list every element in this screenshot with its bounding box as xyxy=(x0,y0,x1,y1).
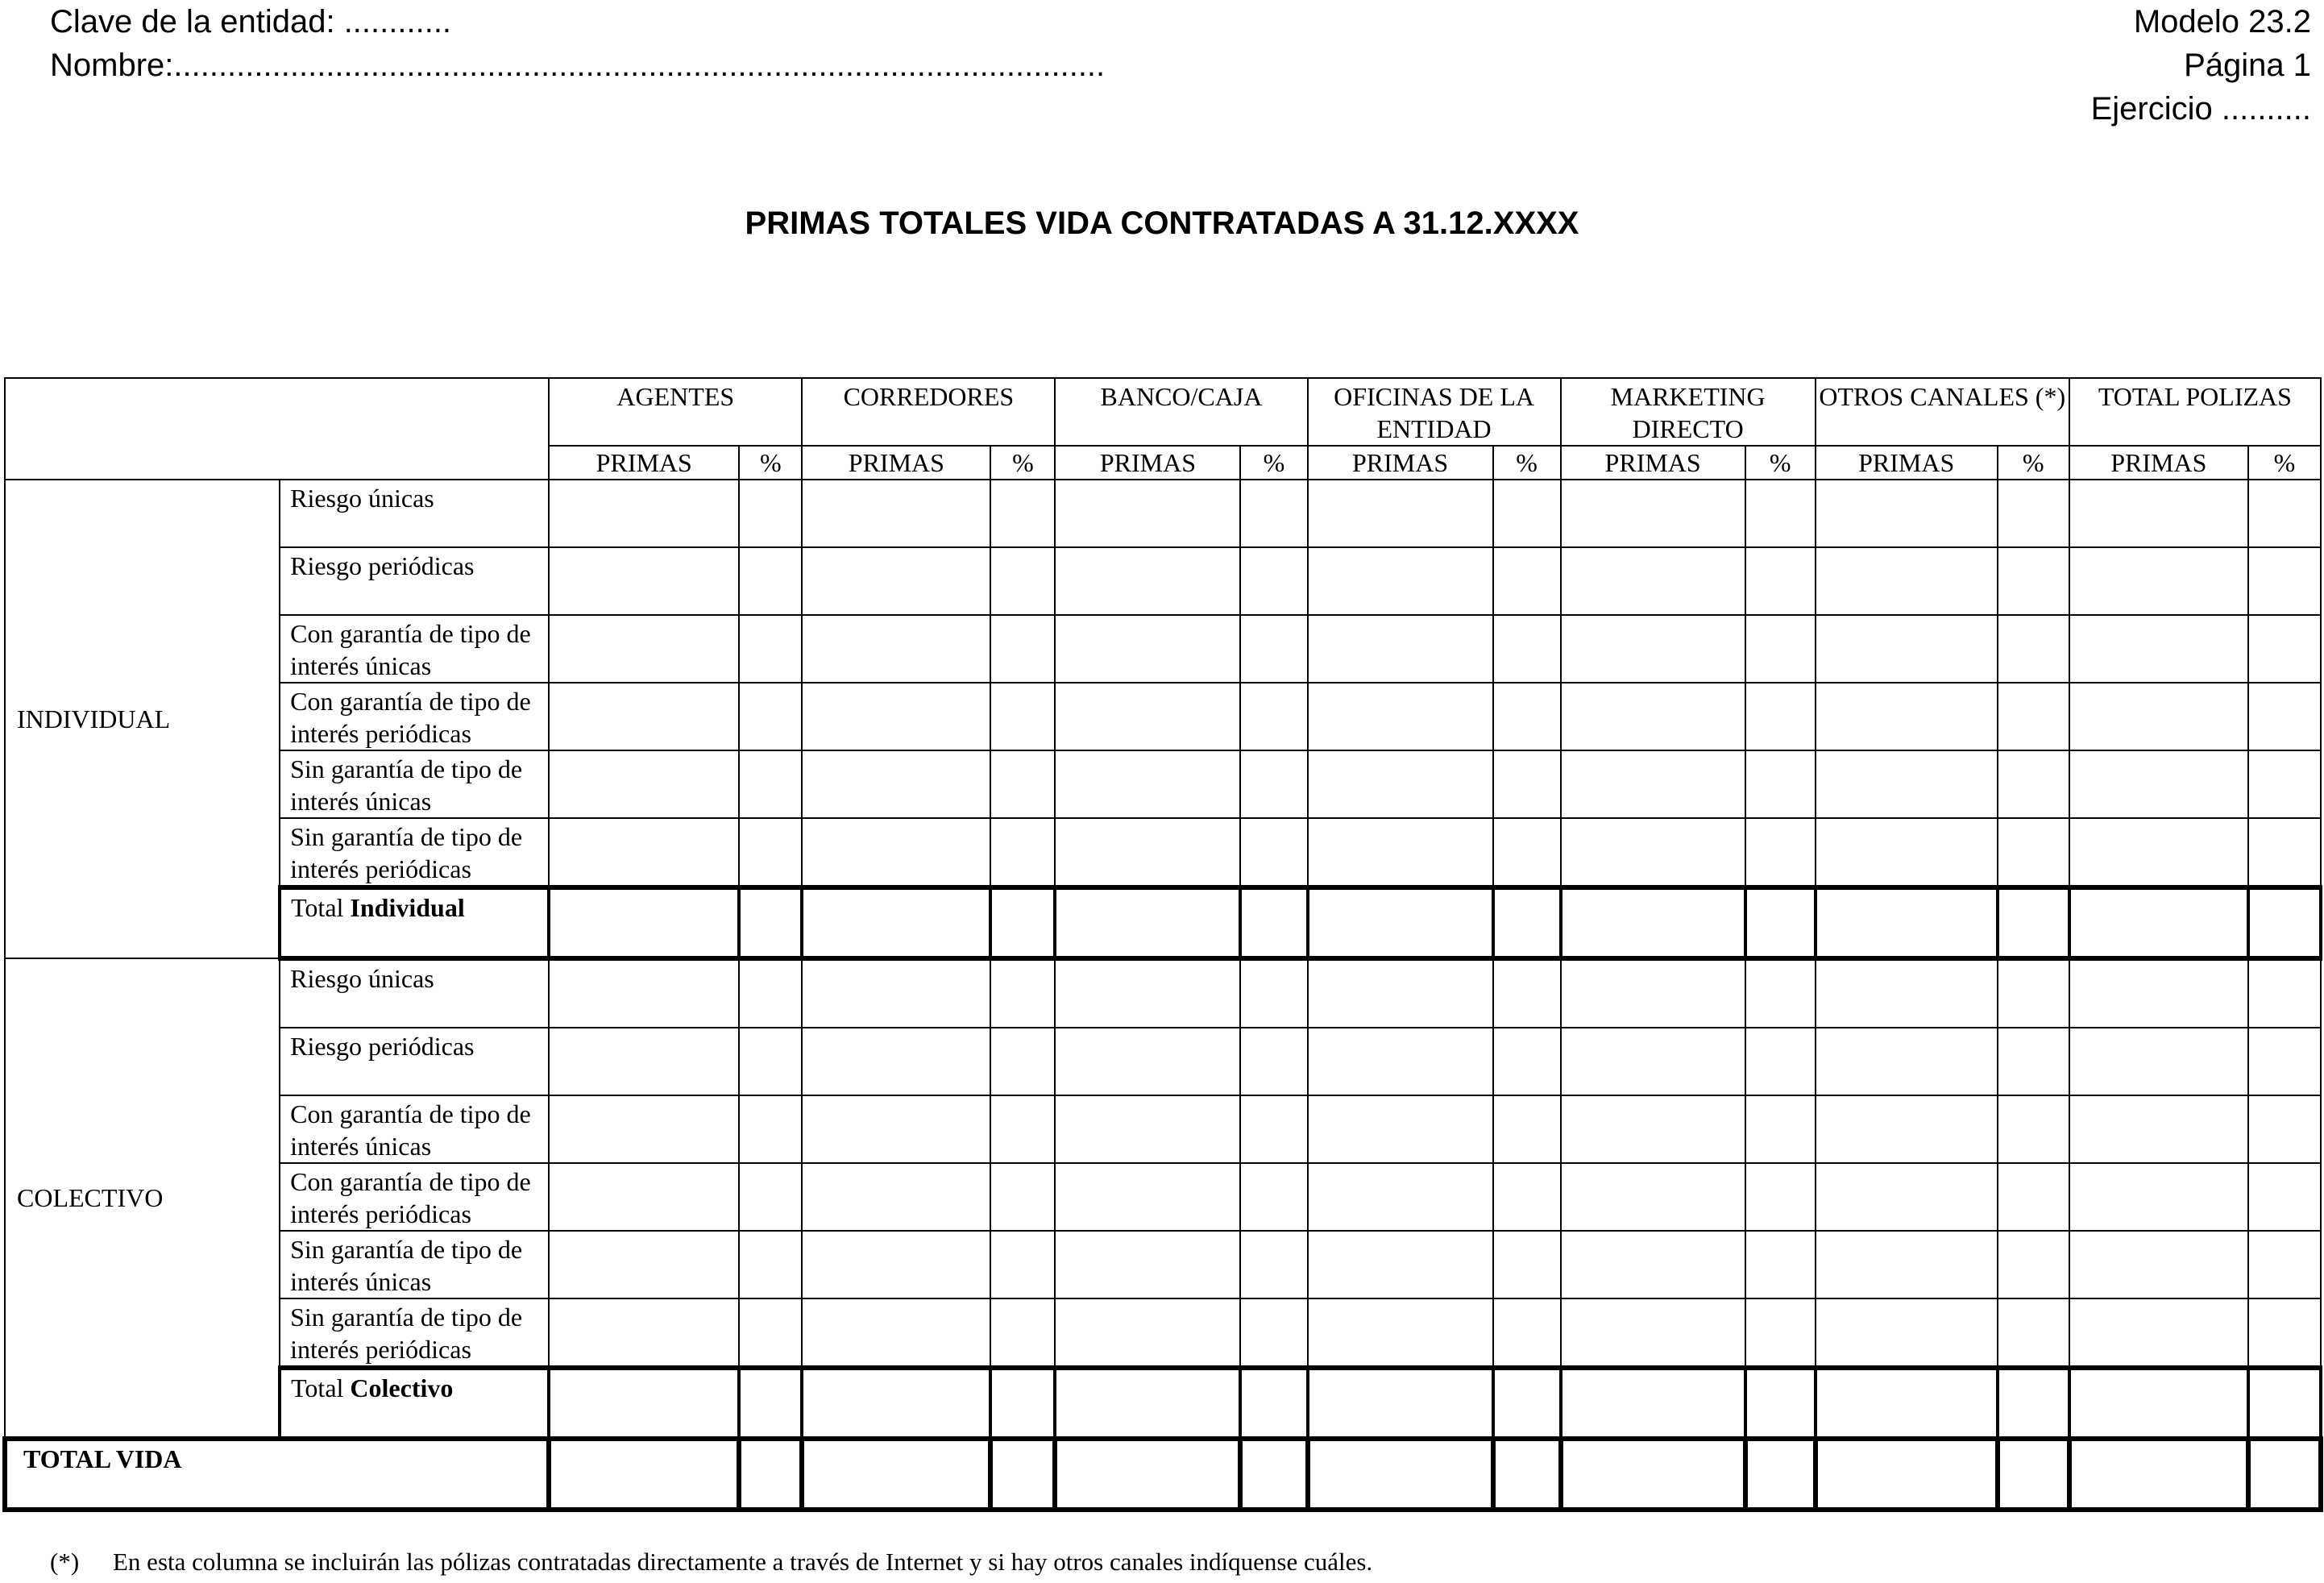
total-percent-cell[interactable] xyxy=(2248,1439,2321,1510)
primas-input-cell[interactable] xyxy=(1308,1163,1493,1231)
group-total-label xyxy=(280,887,549,958)
primas-input-cell[interactable] xyxy=(802,615,990,683)
total-prefix: Total xyxy=(291,893,344,922)
percent-input-cell[interactable] xyxy=(990,1095,1055,1163)
primas-input-cell[interactable] xyxy=(802,750,990,818)
primas-input-cell[interactable] xyxy=(1055,958,1240,1028)
primas-input-cell[interactable] xyxy=(1308,958,1493,1028)
percent-input-cell[interactable] xyxy=(1493,1231,1561,1298)
primas-input-cell[interactable] xyxy=(1816,615,1998,683)
percent-input-cell[interactable] xyxy=(1998,1095,2069,1163)
primas-input-cell[interactable] xyxy=(1561,683,1745,750)
percent-input-cell[interactable] xyxy=(2248,750,2321,818)
row-label: Sin garantía de tipo de interés únicas xyxy=(280,1231,549,1298)
total-percent-cell[interactable] xyxy=(1240,1368,1307,1439)
percent-input-cell[interactable] xyxy=(739,750,802,818)
total-percent-cell[interactable] xyxy=(739,1439,802,1510)
total-vida-label: TOTAL VIDA xyxy=(5,1439,549,1510)
percent-input-cell[interactable] xyxy=(739,1095,802,1163)
percent-input-cell[interactable] xyxy=(1998,683,2069,750)
primas-subheader: PRIMAS xyxy=(1308,446,1493,480)
entity-code-label: Clave de la entidad: ............ xyxy=(50,4,452,39)
percent-input-cell[interactable] xyxy=(739,958,802,1028)
percent-input-cell[interactable] xyxy=(739,547,802,615)
primas-input-cell[interactable] xyxy=(1308,1028,1493,1095)
percent-input-cell[interactable] xyxy=(1745,1163,1816,1231)
primas-input-cell[interactable] xyxy=(1561,480,1745,547)
primas-input-cell[interactable] xyxy=(549,1163,739,1231)
primas-input-cell[interactable] xyxy=(2069,1163,2248,1231)
percent-input-cell[interactable] xyxy=(1745,480,1816,547)
percent-input-cell[interactable] xyxy=(1998,818,2069,887)
primas-input-cell[interactable] xyxy=(1055,1298,1240,1368)
percent-input-cell[interactable] xyxy=(1745,750,1816,818)
percent-input-cell[interactable] xyxy=(1240,1231,1307,1298)
primas-input-cell[interactable] xyxy=(2069,1028,2248,1095)
percent-input-cell[interactable] xyxy=(990,1231,1055,1298)
total-percent-cell[interactable] xyxy=(990,1368,1055,1439)
percent-input-cell[interactable] xyxy=(990,547,1055,615)
primas-input-cell[interactable] xyxy=(1308,1095,1493,1163)
primas-input-cell[interactable] xyxy=(1055,1095,1240,1163)
total-percent-cell[interactable] xyxy=(1240,1439,1307,1510)
total-primas-cell[interactable] xyxy=(1561,1439,1745,1510)
group-label: INDIVIDUAL xyxy=(5,480,280,958)
percent-input-cell[interactable] xyxy=(739,1028,802,1095)
primas-input-cell[interactable] xyxy=(2069,1298,2248,1368)
row-label: Riesgo únicas xyxy=(280,480,549,547)
primas-input-cell[interactable] xyxy=(1055,683,1240,750)
primas-input-cell[interactable] xyxy=(549,615,739,683)
premiums-table xyxy=(2,377,2323,1512)
total-group-name: Colectivo xyxy=(350,1373,454,1402)
channel-header: OTROS CANALES (*) xyxy=(1816,378,2069,446)
primas-input-cell[interactable] xyxy=(549,1231,739,1298)
primas-input-cell[interactable] xyxy=(802,683,990,750)
primas-input-cell[interactable] xyxy=(1055,1231,1240,1298)
percent-input-cell[interactable] xyxy=(1998,750,2069,818)
total-primas-cell[interactable] xyxy=(1055,1439,1240,1510)
page-number: Página 1 xyxy=(2184,48,2311,83)
total-percent-cell[interactable] xyxy=(1493,1439,1561,1510)
total-primas-cell[interactable] xyxy=(549,1368,739,1439)
percent-input-cell[interactable] xyxy=(1493,1095,1561,1163)
percent-input-cell[interactable] xyxy=(1493,1298,1561,1368)
primas-input-cell[interactable] xyxy=(1816,818,1998,887)
percent-input-cell[interactable] xyxy=(1240,958,1307,1028)
primas-input-cell[interactable] xyxy=(1816,1298,1998,1368)
primas-input-cell[interactable] xyxy=(2069,480,2248,547)
percent-input-cell[interactable] xyxy=(1240,1163,1307,1231)
percent-subheader: % xyxy=(739,446,802,480)
percent-input-cell[interactable] xyxy=(1745,1231,1816,1298)
primas-input-cell[interactable] xyxy=(2069,683,2248,750)
primas-input-cell[interactable] xyxy=(802,1298,990,1368)
row-label: Riesgo periódicas xyxy=(280,547,549,615)
primas-input-cell[interactable] xyxy=(1308,818,1493,887)
primas-input-cell[interactable] xyxy=(549,1028,739,1095)
primas-input-cell[interactable] xyxy=(549,1095,739,1163)
primas-input-cell[interactable] xyxy=(1561,750,1745,818)
percent-input-cell[interactable] xyxy=(1493,683,1561,750)
percent-input-cell[interactable] xyxy=(739,683,802,750)
percent-input-cell[interactable] xyxy=(990,958,1055,1028)
primas-input-cell[interactable] xyxy=(1816,750,1998,818)
percent-input-cell[interactable] xyxy=(1745,958,1816,1028)
percent-input-cell[interactable] xyxy=(1493,958,1561,1028)
total-percent-cell[interactable] xyxy=(2248,1368,2321,1439)
primas-subheader: PRIMAS xyxy=(802,446,990,480)
primas-input-cell[interactable] xyxy=(1561,615,1745,683)
row-label: Riesgo periódicas xyxy=(280,1028,549,1095)
primas-input-cell[interactable] xyxy=(1816,480,1998,547)
row-label: Sin garantía de tipo de interés periódicas xyxy=(280,818,549,887)
percent-input-cell[interactable] xyxy=(2248,547,2321,615)
primas-input-cell[interactable] xyxy=(549,480,739,547)
form-info xyxy=(2091,0,2311,131)
total-percent-cell[interactable] xyxy=(1998,887,2069,958)
total-prefix: Total xyxy=(291,1373,344,1402)
percent-input-cell[interactable] xyxy=(1240,1028,1307,1095)
primas-input-cell[interactable] xyxy=(549,958,739,1028)
percent-input-cell[interactable] xyxy=(990,480,1055,547)
percent-input-cell[interactable] xyxy=(1240,547,1307,615)
total-primas-cell[interactable] xyxy=(2069,1439,2248,1510)
primas-input-cell[interactable] xyxy=(2069,818,2248,887)
primas-subheader: PRIMAS xyxy=(1055,446,1240,480)
percent-input-cell[interactable] xyxy=(2248,1028,2321,1095)
total-primas-cell[interactable] xyxy=(1308,887,1493,958)
percent-input-cell[interactable] xyxy=(1493,615,1561,683)
row-label: Con garantía de tipo de interés únicas xyxy=(280,615,549,683)
primas-input-cell[interactable] xyxy=(549,683,739,750)
primas-input-cell[interactable] xyxy=(549,750,739,818)
primas-input-cell[interactable] xyxy=(1561,818,1745,887)
total-percent-cell[interactable] xyxy=(1745,1368,1816,1439)
primas-input-cell[interactable] xyxy=(1055,480,1240,547)
footnote-mark: (*) xyxy=(50,1548,80,1576)
percent-input-cell[interactable] xyxy=(1998,480,2069,547)
percent-input-cell[interactable] xyxy=(739,615,802,683)
primas-input-cell[interactable] xyxy=(1055,1163,1240,1231)
total-percent-cell[interactable] xyxy=(990,887,1055,958)
total-primas-cell[interactable] xyxy=(1816,1368,1998,1439)
percent-input-cell[interactable] xyxy=(1745,683,1816,750)
total-primas-cell[interactable] xyxy=(802,1368,990,1439)
channel-header: OFICINAS DE LA ENTIDAD xyxy=(1308,378,1561,446)
total-primas-cell[interactable] xyxy=(549,887,739,958)
percent-input-cell[interactable] xyxy=(2248,1231,2321,1298)
primas-input-cell[interactable] xyxy=(1816,958,1998,1028)
total-percent-cell[interactable] xyxy=(1745,1439,1816,1510)
channel-header: CORREDORES xyxy=(802,378,1055,446)
primas-subheader: PRIMAS xyxy=(2069,446,2248,480)
primas-input-cell[interactable] xyxy=(549,1298,739,1368)
primas-input-cell[interactable] xyxy=(1816,547,1998,615)
total-percent-cell[interactable] xyxy=(1240,887,1307,958)
percent-input-cell[interactable] xyxy=(2248,480,2321,547)
percent-input-cell[interactable] xyxy=(1998,1163,2069,1231)
primas-input-cell[interactable] xyxy=(802,480,990,547)
group-total-label xyxy=(280,1368,549,1439)
percent-input-cell[interactable] xyxy=(990,1028,1055,1095)
total-primas-cell[interactable] xyxy=(2069,1368,2248,1439)
row-label: Sin garantía de tipo de interés periódicas xyxy=(280,1298,549,1368)
total-primas-cell[interactable] xyxy=(1561,1368,1745,1439)
percent-input-cell[interactable] xyxy=(739,818,802,887)
primas-input-cell[interactable] xyxy=(2069,750,2248,818)
percent-input-cell[interactable] xyxy=(2248,1095,2321,1163)
total-primas-cell[interactable] xyxy=(1816,1439,1998,1510)
primas-input-cell[interactable] xyxy=(1308,1231,1493,1298)
percent-input-cell[interactable] xyxy=(990,818,1055,887)
percent-input-cell[interactable] xyxy=(1745,615,1816,683)
primas-input-cell[interactable] xyxy=(1561,1231,1745,1298)
percent-input-cell[interactable] xyxy=(1240,480,1307,547)
percent-input-cell[interactable] xyxy=(739,480,802,547)
total-percent-cell[interactable] xyxy=(1493,887,1561,958)
primas-input-cell[interactable] xyxy=(2069,1231,2248,1298)
percent-input-cell[interactable] xyxy=(1240,818,1307,887)
total-percent-cell[interactable] xyxy=(739,1368,802,1439)
primas-subheader: PRIMAS xyxy=(1561,446,1745,480)
channel-header: MARKETING DIRECTO xyxy=(1561,378,1816,446)
channel-header: TOTAL POLIZAS xyxy=(2069,378,2321,446)
total-percent-cell[interactable] xyxy=(1998,1368,2069,1439)
primas-input-cell[interactable] xyxy=(1055,547,1240,615)
total-percent-cell[interactable] xyxy=(739,887,802,958)
total-percent-cell[interactable] xyxy=(2248,887,2321,958)
model-number: Modelo 23.2 xyxy=(2133,4,2311,39)
primas-input-cell[interactable] xyxy=(1561,547,1745,615)
primas-input-cell[interactable] xyxy=(1055,750,1240,818)
primas-input-cell[interactable] xyxy=(802,1095,990,1163)
percent-input-cell[interactable] xyxy=(990,615,1055,683)
primas-input-cell[interactable] xyxy=(802,547,990,615)
primas-input-cell[interactable] xyxy=(1055,818,1240,887)
percent-input-cell[interactable] xyxy=(1240,615,1307,683)
percent-input-cell[interactable] xyxy=(1998,615,2069,683)
percent-input-cell[interactable] xyxy=(1240,683,1307,750)
total-primas-cell[interactable] xyxy=(2069,887,2248,958)
group-label: COLECTIVO xyxy=(5,958,280,1439)
percent-input-cell[interactable] xyxy=(2248,818,2321,887)
total-primas-cell[interactable] xyxy=(1561,887,1745,958)
percent-input-cell[interactable] xyxy=(1998,1028,2069,1095)
percent-input-cell[interactable] xyxy=(739,1231,802,1298)
percent-subheader: % xyxy=(1745,446,1816,480)
percent-input-cell[interactable] xyxy=(1998,958,2069,1028)
percent-input-cell[interactable] xyxy=(1240,1298,1307,1368)
primas-input-cell[interactable] xyxy=(1308,1298,1493,1368)
primas-input-cell[interactable] xyxy=(2069,615,2248,683)
primas-input-cell[interactable] xyxy=(1308,547,1493,615)
primas-input-cell[interactable] xyxy=(1561,1028,1745,1095)
primas-input-cell[interactable] xyxy=(802,1163,990,1231)
primas-input-cell[interactable] xyxy=(549,547,739,615)
header-corner-cell xyxy=(5,378,549,480)
percent-input-cell[interactable] xyxy=(1240,750,1307,818)
primas-input-cell[interactable] xyxy=(802,958,990,1028)
primas-input-cell[interactable] xyxy=(549,818,739,887)
primas-input-cell[interactable] xyxy=(1816,1028,1998,1095)
total-primas-cell[interactable] xyxy=(1055,887,1240,958)
entity-info xyxy=(50,0,1105,87)
percent-input-cell[interactable] xyxy=(1998,1231,2069,1298)
percent-input-cell[interactable] xyxy=(2248,958,2321,1028)
primas-input-cell[interactable] xyxy=(2069,958,2248,1028)
primas-input-cell[interactable] xyxy=(1816,1163,1998,1231)
total-primas-cell[interactable] xyxy=(1308,1439,1493,1510)
primas-input-cell[interactable] xyxy=(1308,615,1493,683)
total-primas-cell[interactable] xyxy=(1816,887,1998,958)
primas-input-cell[interactable] xyxy=(1561,1163,1745,1231)
percent-input-cell[interactable] xyxy=(1240,1095,1307,1163)
percent-subheader: % xyxy=(1240,446,1307,480)
percent-input-cell[interactable] xyxy=(1493,750,1561,818)
total-primas-cell[interactable] xyxy=(1055,1368,1240,1439)
primas-subheader: PRIMAS xyxy=(1816,446,1998,480)
total-primas-cell[interactable] xyxy=(1308,1368,1493,1439)
percent-subheader: % xyxy=(1998,446,2069,480)
primas-input-cell[interactable] xyxy=(802,1231,990,1298)
footnote xyxy=(50,1546,1372,1578)
total-primas-cell[interactable] xyxy=(549,1439,739,1510)
channel-header: BANCO/CAJA xyxy=(1055,378,1307,446)
percent-subheader: % xyxy=(1493,446,1561,480)
total-percent-cell[interactable] xyxy=(990,1439,1055,1510)
percent-input-cell[interactable] xyxy=(1745,818,1816,887)
channel-header: AGENTES xyxy=(549,378,802,446)
row-label: Con garantía de tipo de interés periódicas xyxy=(280,1163,549,1231)
percent-input-cell[interactable] xyxy=(1493,480,1561,547)
primas-input-cell[interactable] xyxy=(1561,1095,1745,1163)
percent-input-cell[interactable] xyxy=(739,1163,802,1231)
primas-input-cell[interactable] xyxy=(802,1028,990,1095)
percent-input-cell[interactable] xyxy=(1745,1028,1816,1095)
percent-input-cell[interactable] xyxy=(1493,547,1561,615)
primas-input-cell[interactable] xyxy=(802,818,990,887)
primas-input-cell[interactable] xyxy=(2069,547,2248,615)
page-title: PRIMAS TOTALES VIDA CONTRATADAS A 31.12.XXXX xyxy=(745,206,1579,241)
percent-input-cell[interactable] xyxy=(2248,615,2321,683)
percent-input-cell[interactable] xyxy=(1745,1298,1816,1368)
primas-input-cell[interactable] xyxy=(1816,1231,1998,1298)
total-percent-cell[interactable] xyxy=(1745,887,1816,958)
primas-input-cell[interactable] xyxy=(1055,1028,1240,1095)
primas-input-cell[interactable] xyxy=(1816,683,1998,750)
primas-input-cell[interactable] xyxy=(1308,750,1493,818)
total-percent-cell[interactable] xyxy=(1493,1368,1561,1439)
footnote-text: En esta columna se incluirán las pólizas contratadas directamente a través de Internet y si hay otros canales indíquense cuáles. xyxy=(113,1548,1373,1576)
percent-subheader: % xyxy=(2248,446,2321,480)
entity-name-label: Nombre:........................................................................................................ xyxy=(50,48,1106,83)
total-primas-cell[interactable] xyxy=(802,887,990,958)
percent-input-cell[interactable] xyxy=(990,683,1055,750)
total-percent-cell[interactable] xyxy=(1998,1439,2069,1510)
percent-input-cell[interactable] xyxy=(1745,547,1816,615)
total-primas-cell[interactable] xyxy=(802,1439,990,1510)
row-label: Riesgo únicas xyxy=(280,958,549,1028)
primas-input-cell[interactable] xyxy=(1561,1298,1745,1368)
percent-input-cell[interactable] xyxy=(1493,1163,1561,1231)
percent-input-cell[interactable] xyxy=(1493,818,1561,887)
percent-input-cell[interactable] xyxy=(1998,547,2069,615)
primas-input-cell[interactable] xyxy=(1308,683,1493,750)
total-group-name: Individual xyxy=(350,893,465,922)
primas-input-cell[interactable] xyxy=(1308,480,1493,547)
percent-input-cell[interactable] xyxy=(2248,1298,2321,1368)
primas-input-cell[interactable] xyxy=(1561,958,1745,1028)
percent-input-cell[interactable] xyxy=(1745,1095,1816,1163)
percent-subheader: % xyxy=(990,446,1055,480)
percent-input-cell[interactable] xyxy=(990,1163,1055,1231)
percent-input-cell[interactable] xyxy=(739,1298,802,1368)
row-label: Sin garantía de tipo de interés únicas xyxy=(280,750,549,818)
percent-input-cell[interactable] xyxy=(2248,683,2321,750)
row-label: Con garantía de tipo de interés únicas xyxy=(280,1095,549,1163)
fiscal-year-label: Ejercicio .......... xyxy=(2090,91,2311,127)
percent-input-cell[interactable] xyxy=(990,750,1055,818)
percent-input-cell[interactable] xyxy=(1998,1298,2069,1368)
primas-input-cell[interactable] xyxy=(2069,1095,2248,1163)
primas-subheader: PRIMAS xyxy=(549,446,739,480)
percent-input-cell[interactable] xyxy=(2248,1163,2321,1231)
row-label: Con garantía de tipo de interés periódicas xyxy=(280,683,549,750)
percent-input-cell[interactable] xyxy=(1493,1028,1561,1095)
percent-input-cell[interactable] xyxy=(990,1298,1055,1368)
primas-input-cell[interactable] xyxy=(1816,1095,1998,1163)
primas-input-cell[interactable] xyxy=(1055,615,1240,683)
